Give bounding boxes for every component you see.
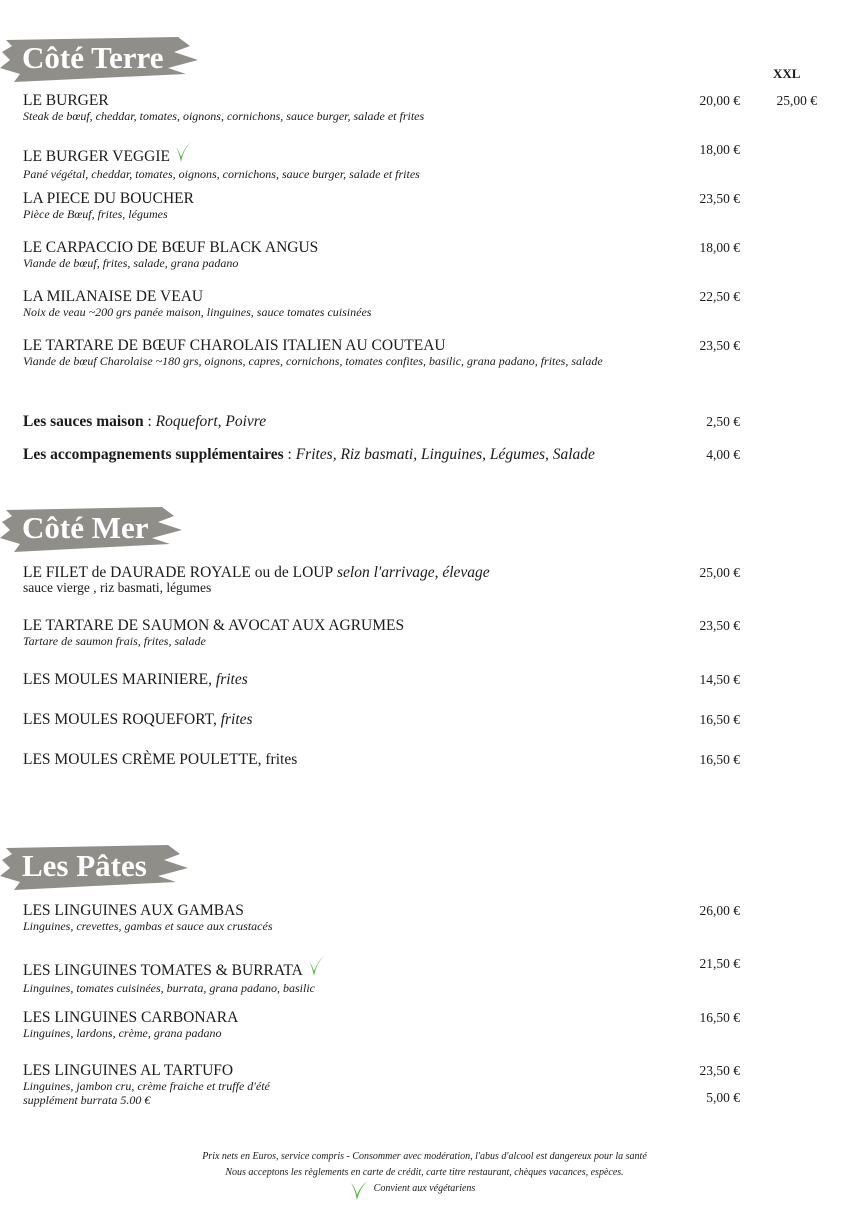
- item-price: 14,50 €: [699, 672, 740, 687]
- menu-item: [23, 955, 663, 995]
- menu-item: [23, 1062, 663, 1107]
- item-name: [23, 288, 663, 305]
- item-price: 23,50 €: [699, 191, 740, 206]
- item-description: Pané végétal, cheddar, tomates, oignons, cornichons, sauce burger, salade et frites: [23, 167, 420, 181]
- section-banner: [0, 504, 182, 554]
- item-title: LES MOULES CRÈME POULETTE, frites: [23, 751, 298, 768]
- section-banner: [0, 842, 188, 892]
- item-title: LES LINGUINES AUX GAMBAS: [23, 902, 244, 919]
- footer-payment-note: Nous acceptons les règlements en carte de crédit, carte titre restaurant, chèques vacances, espèces.: [225, 1167, 624, 1178]
- item-description: Pièce de Bœuf, frites, légumes: [23, 207, 168, 221]
- item-title: LE FILET de DAURADE ROYALE ou de LOUP: [23, 564, 334, 581]
- menu-item: [23, 190, 663, 221]
- section-banner: [0, 34, 198, 84]
- item-price: 21,50 €: [699, 956, 740, 971]
- menu-item: [23, 337, 663, 368]
- veggie-leaf-icon: [174, 141, 192, 167]
- item-title: LE BURGER: [23, 92, 109, 109]
- footer-prices-note: Prix nets en Euros, service compris - Consommer avec modération, l'abus d'alcool est dangereux pour la santé: [202, 1151, 647, 1162]
- item-name: [23, 190, 663, 207]
- item-price: 25,00 €: [699, 565, 740, 580]
- item-description: Tartare de saumon frais, frites, salade: [23, 634, 206, 648]
- footer-veggie-legend: Convient aux végétariens: [0, 1181, 849, 1197]
- item-name: [23, 239, 663, 256]
- menu-item: [23, 711, 663, 728]
- item-title-note: frites: [216, 711, 253, 728]
- item-price-xxl: 25,00 €: [776, 93, 817, 108]
- menu-item: [23, 288, 663, 319]
- item-price: 16,50 €: [699, 752, 740, 767]
- item-category-label: Les accompagnements supplémentaires: [23, 446, 284, 463]
- menu-item: [23, 141, 663, 181]
- menu-item: [23, 902, 663, 933]
- xxl-column-header: XXL: [773, 66, 801, 81]
- item-price: 4,00 €: [706, 447, 740, 462]
- item-name: [23, 617, 663, 634]
- menu-item: [23, 617, 663, 648]
- item-title: LE BURGER VEGGIE: [23, 148, 170, 165]
- item-name: [23, 671, 663, 688]
- item-description: sauce vierge , riz basmati, légumes: [23, 580, 212, 595]
- item-price: 2,50 €: [706, 414, 740, 429]
- item-title: LES LINGUINES TOMATES & BURRATA: [23, 962, 303, 979]
- item-title: LE TARTARE DE SAUMON & AVOCAT AUX AGRUMES: [23, 617, 405, 634]
- item-name: [23, 446, 663, 463]
- item-options: Frites, Riz basmati, Linguines, Légumes, Salade: [295, 446, 595, 463]
- item-title: LE TARTARE DE BŒUF CHAROLAIS ITALIEN AU COUTEAU: [23, 337, 446, 354]
- item-title: LES MOULES MARINIERE,: [23, 671, 213, 688]
- menu-item: [23, 239, 663, 270]
- item-name: [23, 902, 663, 919]
- item-price: 16,50 €: [699, 712, 740, 727]
- separator: :: [283, 446, 296, 463]
- item-name: [23, 141, 663, 167]
- section-title: Côté Mer: [22, 510, 149, 545]
- item-options: Roquefort, Poivre: [155, 413, 267, 430]
- menu-item: [23, 413, 663, 430]
- item-price: 23,50 €: [699, 618, 740, 633]
- item-title: LA PIECE DU BOUCHER: [23, 190, 194, 207]
- item-description: Steak de bœuf, cheddar, tomates, oignons, cornichons, sauce burger, salade et frites: [23, 109, 425, 123]
- item-description: Viande de bœuf, frites, salade, grana padano: [23, 256, 239, 270]
- item-title-note: selon l'arrivage, élevage: [333, 564, 490, 581]
- menu-item: [23, 446, 663, 463]
- veggie-leaf-icon: [307, 955, 325, 981]
- item-name: [23, 751, 663, 768]
- item-title: LA MILANAISE DE VEAU: [23, 288, 204, 305]
- menu-item: [23, 671, 663, 688]
- section-title: Côté Terre: [22, 40, 164, 75]
- section-title: Les Pâtes: [22, 848, 147, 883]
- item-description: Linguines, jambon cru, crème fraiche et truffe d'été: [23, 1079, 270, 1093]
- item-name: [23, 955, 663, 981]
- item-description: Noix de veau ~200 grs panée maison, linguines, sauce tomates cuisinées: [23, 305, 372, 319]
- item-price: 16,50 €: [699, 1010, 740, 1025]
- item-supplement: supplément burrata 5.00 €: [23, 1093, 151, 1107]
- item-title-note: frites: [212, 671, 248, 688]
- menu-item: [23, 1009, 663, 1040]
- footer: [0, 1149, 849, 1197]
- menu-item: [23, 92, 663, 123]
- item-name: [23, 564, 663, 581]
- item-price: 18,00 €: [699, 142, 740, 157]
- menu-item: [23, 751, 663, 768]
- item-name: [23, 337, 663, 354]
- item-price: 23,50 €: [699, 338, 740, 353]
- item-name: [23, 1009, 663, 1026]
- item-price: 22,50 €: [699, 289, 740, 304]
- item-name: [23, 413, 663, 430]
- item-price: 26,00 €: [699, 903, 740, 918]
- item-category-label: Les sauces maison: [23, 413, 144, 430]
- item-name: [23, 711, 663, 728]
- item-title: LE CARPACCIO DE BŒUF BLACK ANGUS: [23, 239, 319, 256]
- item-price: 23,50 €: [699, 1063, 740, 1078]
- item-title: LES LINGUINES AL TARTUFO: [23, 1062, 234, 1079]
- item-price: 20,00 €: [699, 93, 740, 108]
- separator: :: [143, 413, 156, 430]
- item-title: LES LINGUINES CARBONARA: [23, 1009, 239, 1026]
- item-description: Viande de bœuf Charolaise ~180 grs, oignons, capres, cornichons, tomates confites, basilic, grana padano, frites, salade: [23, 354, 603, 368]
- item-title: LES MOULES ROQUEFORT,: [23, 711, 217, 728]
- item-description: Linguines, lardons, crème, grana padano: [23, 1026, 222, 1040]
- item-name: [23, 92, 663, 109]
- item-description: Linguines, crevettes, gambas et sauce aux crustacés: [23, 919, 273, 933]
- veggie-leaf-icon: [348, 1179, 370, 1207]
- item-description: Linguines, tomates cuisinées, burrata, grana padano, basilic: [23, 981, 315, 995]
- item-price: 18,00 €: [699, 240, 740, 255]
- supplement-price: 5,00 €: [706, 1090, 740, 1105]
- menu-item: [23, 564, 663, 595]
- item-name: [23, 1062, 663, 1079]
